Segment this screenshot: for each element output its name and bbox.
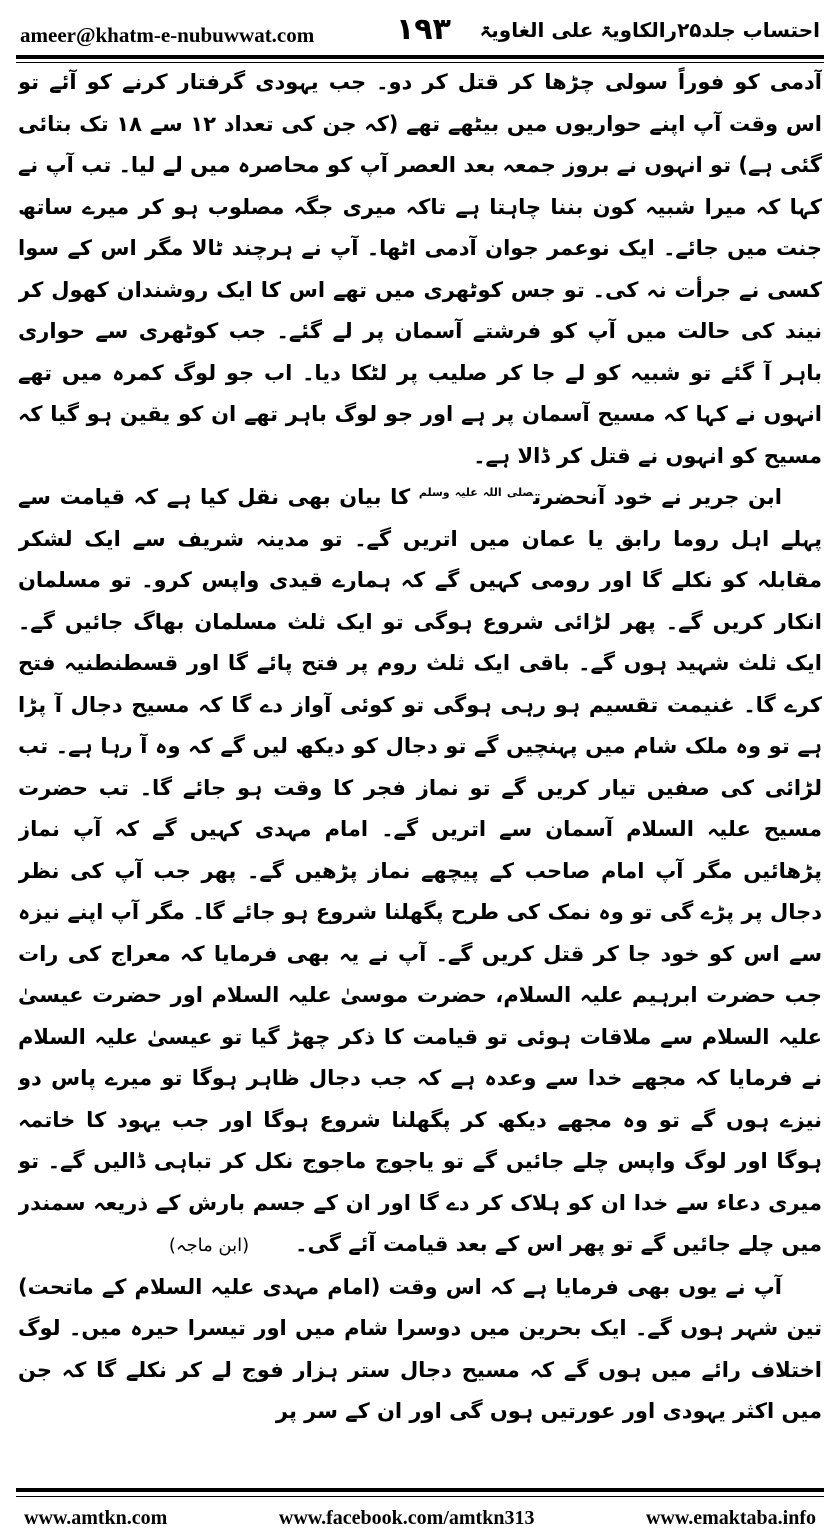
paragraph	[18, 1267, 822, 1433]
paragraph-text: کا بیان بھی نقل کیا ہے کہ قیامت سے پہلے اہل روما رابق یا عمان میں اتریں گے۔ تو مدینہ شریف سے ایک لشکر مقابلہ کو نکلے گا اور رومی کہیں گے کہ ہمارے قیدی واپس کرو۔ تو مسلمان انکار کریں گے۔ پھر لڑائی شروع ہوگی تو ایک ثلث مسلمان بھاگ جائیں گے۔ ایک ثلث شہید ہوں گے۔ باقی ایک ثلث روم پر فتح پائے گا اور قسطنطنیہ فتح کرے گا۔ غنیمت تقسیم ہو رہی ہوگی تو کوئی آواز دے گا کہ مسیح دجال آ پڑا ہے تو وہ ملک شام میں پہنچیں گے تو دجال کو دیکھ لیں گے کہ وہ آ رہا ہے۔ تب لڑائی کی صفیں تیار کریں گے تو نماز فجر کا وقت ہو جائے گا۔ تب حضرت مسیح علیہ السلام آسمان سے اتریں گے۔ امام مہدی کہیں گے کہ آپ نماز پڑھائیں مگر آپ امام صاحب کے پیچھے نماز پڑھیں گے۔ پھر جب آپ کی نظر دجال پر پڑے گی تو وہ نمک کی طرح پگھلنا شروع ہو جائے گا۔ مگر آپ اپنے نیزہ سے اس کو خود جا کر قتل کریں گے۔ آپ نے یہ بھی فرمایا کہ معراج کی رات جب حضرت ابرہیم علیہ السلام، حضرت موسیٰ علیہ السلام اور حضرت عیسیٰ علیہ السلام سے ملاقات ہوئی تو قیامت کا ذکر چھڑ گیا تو عیسیٰ علیہ السلام نے فرمایا کہ مجھے خدا سے وعدہ ہے کہ جب دجال ظاہر ہوگا تو میرے پاس دو نیزے ہوں گے تو وہ مجھے دیکھ کر پگھلنا شروع ہوگا اور جب یہود کا خاتمہ ہوگا اور لوگ واپس چلے جائیں گے تو یاجوج ماجوج نکل کر تباہی ڈالیں گے۔ تو میری دعاء سے خدا ان کو ہلاک کر دے گا اور ان کے جسم بارش کے ذریعہ سمندر میں چلے جائیں گے تو پھر اس کے بعد قیامت آئے گی۔	[18, 485, 822, 1256]
header-divider	[16, 55, 824, 59]
footer-divider	[16, 1488, 824, 1492]
paragraph-text: ابن جریر نے خود آنحضرت	[533, 485, 783, 509]
page-body	[18, 62, 822, 1457]
header-email: ameer@khatm-e-nubuwwat.com	[20, 23, 315, 47]
footer-divider-thin	[16, 1496, 824, 1497]
paragraph-text: آدمی کو فوراً سولی چڑھا کر قتل کر دو۔ جب یہودی گرفتار کرنے کو آئے تو اس وقت آپ اپنے حواریوں میں بیٹھے تھے (کہ جن کی تعداد ۱۲ سے ۱۸ تک بتائی گئی ہے) تو انہوں نے بروز جمعہ بعد العصر آپ کو محاصرہ میں لے لیا۔ تب آپ نے کہا کہ میرا شبیہ کون بننا چاہتا ہے تاکہ میری جگہ مصلوب ہو کر میرے ساتھ جنت میں جائے۔ ایک نوعمر جوان آدمی اٹھا۔ آپ نے ہرچند ٹالا مگر اس کے سوا کسی نے جرأت نہ کی۔ تو جس کوٹھری میں تھے اس کا ایک روشندان کھول کر نیند کی حالت میں آپ کو فرشتے آسمان پر لے گئے۔ جب کوٹھری سے حواری باہر آ گئے تو شبیہ کو لے جا کر صلیب پر لٹکا دیا۔ اب جو لوگ کمرہ میں تھے انہوں نے کہا کہ مسیح آسمان پر ہے اور جو لوگ باہر تھے ان کو یقین ہو گیا کہ مسیح کو انہوں نے قتل کر ڈالا ہے۔	[18, 70, 822, 468]
footer-link-emaktaba[interactable]: www.emaktaba.info	[645, 1506, 816, 1529]
page-number: ۱۹۳	[396, 12, 451, 47]
footer-link-amtkn[interactable]: www.amtkn.com	[24, 1506, 168, 1529]
paragraph-text: آپ نے یوں بھی فرمایا ہے کہ اس وقت (امام مہدی علیہ السلام کے ماتحت) تین شہر ہوں گے۔ ایک بحرین میں دوسرا شام میں اور تیسرا حیرہ میں۔ لوگ اختلاف رائے میں ہوں گے کہ مسیح دجال ستر ہزار فوج لے کر نکلے گا کہ جن میں اکثر یہودی اور عورتیں ہوں گی اور ان کے سر پر	[18, 1274, 822, 1423]
salutation: صلی اللہ علیہ وسلم	[418, 486, 534, 499]
paragraph	[18, 477, 822, 1267]
paragraph	[18, 62, 822, 477]
reference: (ابن ماجہ)	[168, 1235, 250, 1256]
book-title: احتساب جلد۲۵رالکاویۃ علی الغاویۃ	[479, 18, 820, 42]
page-header	[16, 10, 824, 50]
page-footer	[16, 1503, 824, 1533]
footer-link-facebook[interactable]: www.facebook.com/amtkn313	[278, 1506, 535, 1529]
